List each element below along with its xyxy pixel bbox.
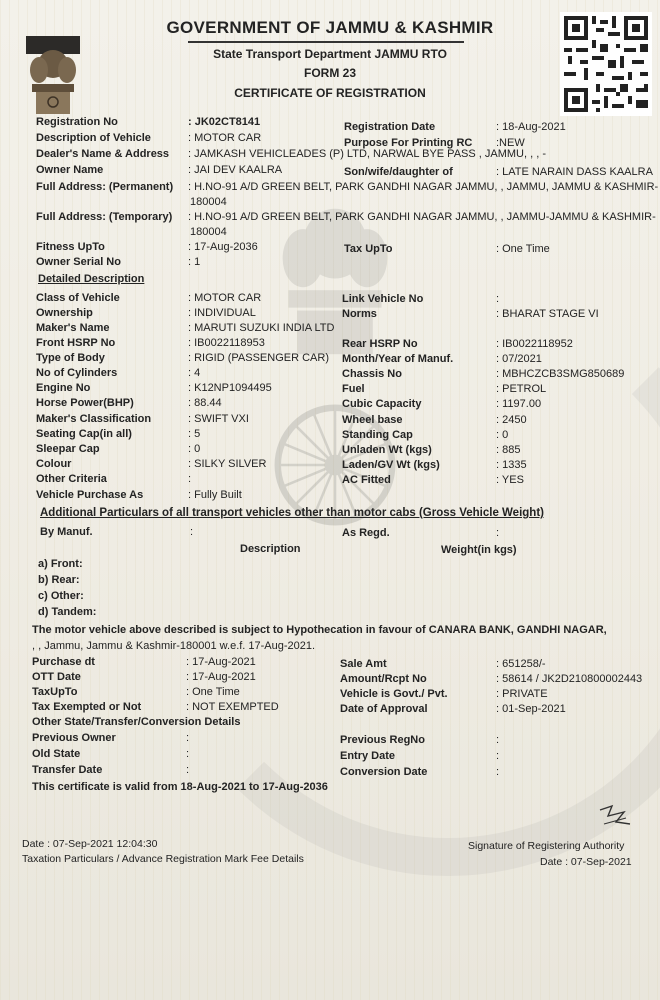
temp-address-line1: : H.NO-91 A/D GREEN BELT, PARK GANDHI NAGAR JAMMU, , JAMMU-JAMMU & KASHMIR- <box>188 211 656 223</box>
transfer-date-value: : <box>186 764 190 776</box>
engine-value: : K12NP1094495 <box>188 382 272 394</box>
fitness-value: : 17-Aug-2036 <box>188 241 258 253</box>
unladen-value: : 885 <box>496 444 521 456</box>
rear-hsrp-label: Rear HSRP No <box>342 338 418 350</box>
owner-value: : JAI DEV KAALRA <box>188 164 283 176</box>
perm-address-line2: 180004 <box>190 196 227 208</box>
other-weight-label: c) Other: <box>38 590 84 602</box>
front-hsrp-value: : IB0022118953 <box>188 337 265 349</box>
son-label: Son/wife/daughter of <box>344 166 453 178</box>
seating-label: Seating Cap(in all) <box>36 428 132 440</box>
hypothecation-line1: The motor vehicle above described is subject to Hypothecation in favour of CANARA BANK, GANDHI NAGAR, <box>32 624 607 636</box>
validity-statement: This certificate is valid from 18-Aug-2021 to 17-Aug-2036 <box>32 781 328 793</box>
standing-value: : 0 <box>496 429 509 441</box>
perm-address-line1: : H.NO-91 A/D GREEN BELT, PARK GANDHI NAGAR JAMMU, , JAMMU, JAMMU & KASHMIR- <box>188 181 659 193</box>
link-label: Link Vehicle No <box>342 293 424 305</box>
ott-date-value: : 17-Aug-2021 <box>186 671 256 683</box>
maker-class-value: : SWIFT VXI <box>188 413 249 425</box>
hp-label: Horse Power(BHP) <box>36 397 134 409</box>
cc-value: : 1197.00 <box>496 398 542 410</box>
by-manuf-value: : <box>190 526 194 538</box>
purpose-value: :NEW <box>496 137 525 149</box>
dealer-value: : JAMKASH VEHICLEADES (P) LTD, NARWAL BYE PASS , JAMMU, , , - <box>188 148 546 160</box>
govt-pvt-label: Vehicle is Govt./ Pvt. <box>340 688 448 700</box>
approval-date-label: Date of Approval <box>340 703 428 715</box>
other-criteria-value: : <box>188 473 192 485</box>
approval-date-value: : 01-Sep-2021 <box>496 703 566 715</box>
colour-label: Colour <box>36 458 72 470</box>
purpose-label: Purpose For Printing RC <box>344 137 473 149</box>
form-number: FORM 23 <box>303 66 356 80</box>
department-title: State Transport Department JAMMU RTO <box>213 47 447 61</box>
front-weight-label: a) Front: <box>38 558 83 570</box>
purchase-date-label: Purchase dt <box>32 656 95 668</box>
ownership-label: Ownership <box>36 307 93 319</box>
dealer-label: Dealer's Name & Address <box>36 148 170 160</box>
maker-class-label: Maker's Classification <box>36 413 152 425</box>
purchase-date-value: : 17-Aug-2021 <box>186 656 256 668</box>
title-rule <box>188 41 464 43</box>
certificate-title: CERTIFICATE OF REGISTRATION <box>234 86 426 100</box>
taxupto-value: : One Time <box>186 686 240 698</box>
sleeper-value: : 0 <box>188 443 201 455</box>
serial-label: Owner Serial No <box>36 256 121 268</box>
temp-address-line2: 180004 <box>190 226 227 238</box>
additional-heading: Additional Particulars of all transport vehicles other than motor cabs (Gross Vehicle Weight) <box>40 507 544 519</box>
cylinders-value: : 4 <box>188 367 201 379</box>
weight-header: Weight(in kgs) <box>441 544 517 556</box>
conversion-date-value: : <box>496 766 500 778</box>
as-regd-value: : <box>496 527 500 539</box>
ac-value: : YES <box>496 474 524 486</box>
tax-exempt-label: Tax Exempted or Not <box>32 701 142 713</box>
front-hsrp-label: Front HSRP No <box>36 337 116 349</box>
by-manuf-label: By Manuf. <box>40 526 93 538</box>
rear-hsrp-value: : IB0022118952 <box>496 338 573 350</box>
hp-value: : 88.44 <box>188 397 222 409</box>
manuf-month-value: : 07/2021 <box>496 353 542 365</box>
tax-value: : One Time <box>496 243 550 255</box>
engine-label: Engine No <box>36 382 91 394</box>
manuf-month-label: Month/Year of Manuf. <box>342 353 454 365</box>
tax-exempt-value: : NOT EXEMPTED <box>186 701 279 713</box>
taxation-particulars: Taxation Particulars / Advance Registration Mark Fee Details <box>22 853 304 865</box>
chassis-value: : MBHCZCB3SMG850689 <box>496 368 625 380</box>
wheelbase-label: Wheel base <box>342 414 403 426</box>
ott-date-label: OTT Date <box>32 671 81 683</box>
link-value: : <box>496 293 500 305</box>
body-label: Type of Body <box>36 352 105 364</box>
previous-regno-value: : <box>496 734 500 746</box>
maker-label: Maker's Name <box>36 322 110 334</box>
unladen-label: Unladen Wt (kgs) <box>342 444 432 456</box>
reg-no-value: : JK02CT8141 <box>188 116 261 128</box>
signature-date: Date : 07-Sep-2021 <box>540 856 632 868</box>
detailed-heading: Detailed Description <box>38 273 145 285</box>
owner-label: Owner Name <box>36 164 104 176</box>
other-criteria-label: Other Criteria <box>36 473 107 485</box>
entry-date-label: Entry Date <box>340 750 396 762</box>
signature-label: Signature of Registering Authority <box>468 840 625 852</box>
sale-amount-label: Sale Amt <box>340 658 387 670</box>
cylinders-label: No of Cylinders <box>36 367 118 379</box>
old-state-value: : <box>186 748 190 760</box>
taxupto-label: TaxUpTo <box>32 686 78 698</box>
description-header: Description <box>240 543 301 555</box>
previous-regno-label: Previous RegNo <box>340 734 425 746</box>
desc-label: Description of Vehicle <box>36 132 151 144</box>
tandem-weight-label: d) Tandem: <box>38 606 97 618</box>
reg-no-label: Registration No <box>36 116 118 128</box>
class-value: : MOTOR CAR <box>188 292 262 304</box>
perm-address-label: Full Address: (Permanent) <box>36 181 174 193</box>
colour-value: : SILKY SILVER <box>188 458 267 470</box>
rear-weight-label: b) Rear: <box>38 574 80 586</box>
purchase-as-label: Vehicle Purchase As <box>36 489 144 501</box>
watermark-emblem-icon <box>260 200 410 360</box>
footer-date: Date : 07-Sep-2021 12:04:30 <box>22 838 158 850</box>
entry-date-value: : <box>496 750 500 762</box>
govt-pvt-value: : PRIVATE <box>496 688 548 700</box>
ownership-value: : INDIVIDUAL <box>188 307 256 319</box>
fitness-label: Fitness UpTo <box>36 241 105 253</box>
fuel-value: : PETROL <box>496 383 547 395</box>
hypothecation-line2: , , Jammu, Jammu & Kashmir-180001 w.e.f. 17-Aug-2021. <box>32 640 316 652</box>
as-regd-label: As Regd. <box>342 527 390 539</box>
chassis-label: Chassis No <box>342 368 402 380</box>
wheelbase-value: : 2450 <box>496 414 527 426</box>
signature-icon <box>596 800 634 830</box>
reg-date-label: Registration Date <box>344 121 436 133</box>
desc-value: : MOTOR CAR <box>188 132 262 144</box>
norms-value: : BHARAT STAGE VI <box>496 308 599 320</box>
fuel-label: Fuel <box>342 383 365 395</box>
maker-value: : MARUTI SUZUKI INDIA LTD <box>188 322 335 334</box>
ac-label: AC Fitted <box>342 474 391 486</box>
other-state-heading: Other State/Transfer/Conversion Details <box>32 716 241 728</box>
seating-value: : 5 <box>188 428 201 440</box>
temp-address-label: Full Address: (Temporary) <box>36 211 173 223</box>
laden-value: : 1335 <box>496 459 527 471</box>
receipt-label: Amount/Rcpt No <box>340 673 427 685</box>
laden-label: Laden/GV Wt (kgs) <box>342 459 440 471</box>
previous-owner-label: Previous Owner <box>32 732 116 744</box>
sleeper-label: Sleepar Cap <box>36 443 100 455</box>
tax-label: Tax UpTo <box>344 243 393 255</box>
reg-date-value: : 18-Aug-2021 <box>496 121 566 133</box>
norms-label: Norms <box>342 308 377 320</box>
cc-label: Cubic Capacity <box>342 398 422 410</box>
previous-owner-value: : <box>186 732 190 744</box>
serial-value: : 1 <box>188 256 201 268</box>
standing-label: Standing Cap <box>342 429 413 441</box>
old-state-label: Old State <box>32 748 81 760</box>
body-value: : RIGID (PASSENGER CAR) <box>188 352 329 364</box>
class-label: Class of Vehicle <box>36 292 120 304</box>
government-title: GOVERNMENT OF JAMMU & KASHMIR <box>166 18 494 37</box>
transfer-date-label: Transfer Date <box>32 764 103 776</box>
purchase-as-value: : Fully Built <box>188 489 242 501</box>
son-value: : LATE NARAIN DASS KAALRA <box>496 166 653 178</box>
sale-amount-value: : 651258/- <box>496 658 546 670</box>
conversion-date-label: Conversion Date <box>340 766 428 778</box>
receipt-value: : 58614 / JK2D210800002443 <box>496 673 643 685</box>
